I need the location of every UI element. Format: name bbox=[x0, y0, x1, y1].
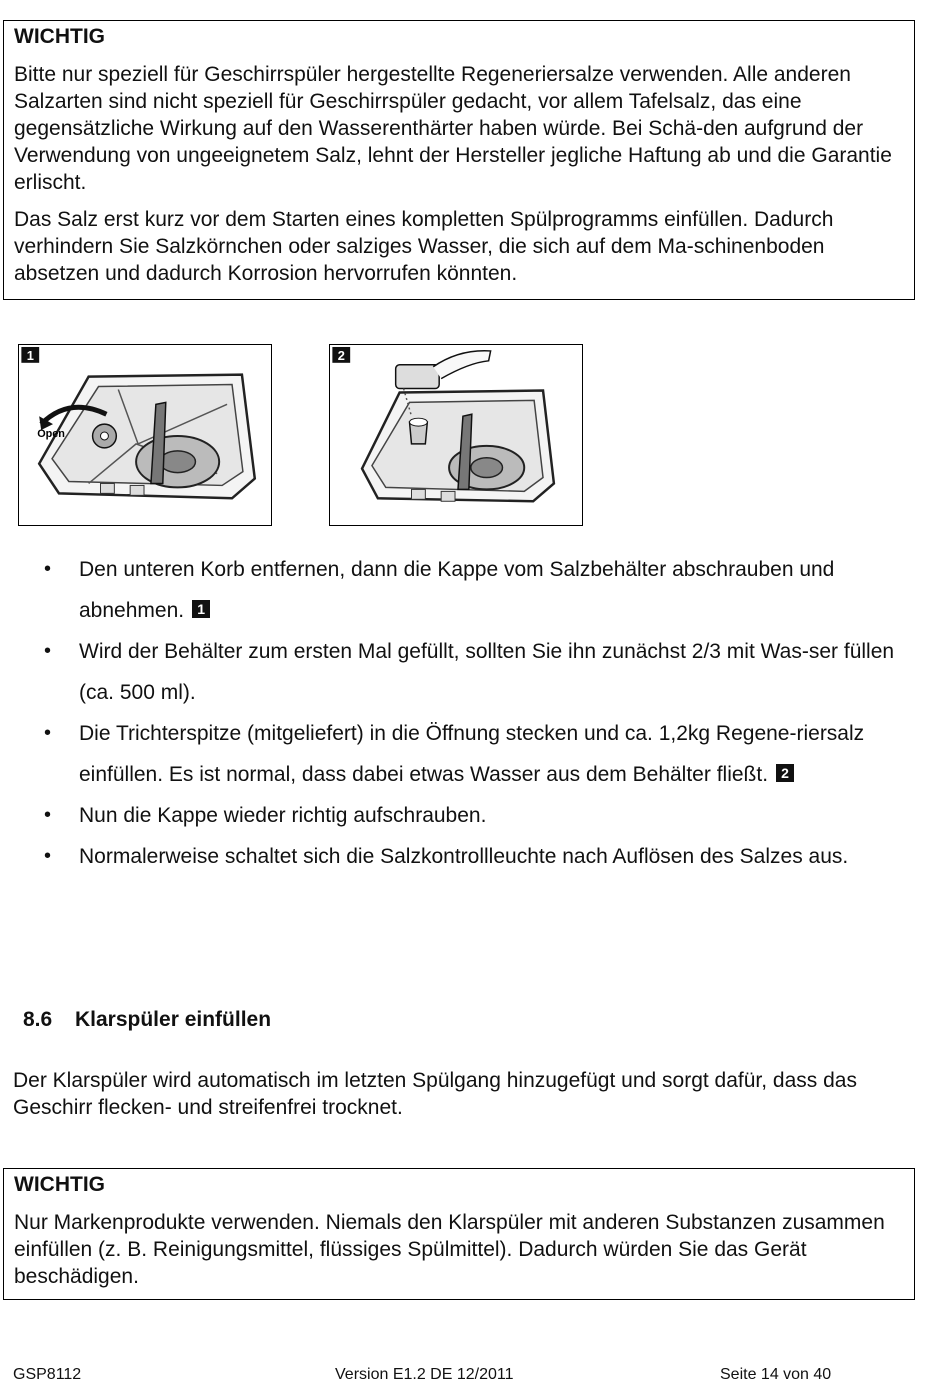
dishwasher-floor-illustration-2 bbox=[330, 345, 582, 525]
warning-paragraph-1: Bitte nur speziell für Geschirrspüler hergestellte Regeneriersalze verwenden. Alle anderen Salzarten sind nicht speziell für Geschirrspüler gedacht, vor allem Tafelsalz, das eine gegensätzliche Wirkung auf den Wasserenthärter haben würde. Bei Schä-den aufgrund der Verwendung von ungeeignetem Salz, lehnt der Hersteller jegliche Haftung ab und die Garantie erlischt. bbox=[14, 63, 892, 194]
footer-model: GSP8112 bbox=[13, 1366, 82, 1383]
section-number: 8.6 bbox=[23, 1008, 53, 1031]
figure-ref-badge: 1 bbox=[192, 600, 210, 618]
section-heading bbox=[23, 1004, 271, 1036]
salt-pack-icon bbox=[396, 365, 440, 389]
figure-ref-badge: 2 bbox=[776, 764, 794, 782]
warning-box-top bbox=[3, 20, 915, 300]
warning-paragraph: Nur Markenprodukte verwenden. Niemals den Klarspüler mit anderen Substanzen zusammen einfüllen (z. B. Reinigungsmittel, flüssiges Spülmittel). Dadurch würden Sie das Gerät beschädigen. bbox=[14, 1211, 885, 1288]
step-text: Wird der Behälter zum ersten Mal gefüllt, sollten Sie ihn zunächst 2/3 mit Was-ser füllen (ca. 500 ml). bbox=[79, 640, 895, 704]
dishwasher-floor-illustration-1 bbox=[19, 345, 271, 525]
step-text: Nun die Kappe wieder richtig aufschrauben. bbox=[79, 804, 487, 827]
warning-title: WICHTIG bbox=[14, 1173, 105, 1196]
instruction-step bbox=[0, 549, 930, 631]
instruction-list bbox=[0, 549, 930, 877]
section-title: Klarspüler einfüllen bbox=[75, 1008, 272, 1031]
instruction-step bbox=[0, 713, 930, 795]
figure-number: 2 bbox=[337, 347, 345, 363]
instruction-step bbox=[0, 795, 930, 836]
warning-paragraph-2: Das Salz erst kurz vor dem Starten eines kompletten Spülprogramms einfüllen. Dadurch verhindern Sie Salzkörnchen oder salziges Wasser, die sich auf dem Ma-schinenboden absetzen und dadurch Korrosion hervorrufen könnten. bbox=[14, 208, 834, 285]
instruction-step bbox=[0, 631, 930, 713]
figure-number: 1 bbox=[26, 347, 34, 363]
figure-2-fill-salt bbox=[329, 344, 583, 526]
footer-page-number: Seite 14 von 40 bbox=[720, 1366, 832, 1383]
open-label: Open bbox=[37, 427, 65, 440]
page-footer bbox=[13, 1366, 913, 1390]
warning-title: WICHTIG bbox=[14, 25, 105, 48]
section-intro: Der Klarspüler wird automatisch im letzten Spülgang hinzugefügt und sorgt dafür, dass das Geschirr flecken- und streifenfrei trocknet. bbox=[13, 1069, 857, 1119]
warning-box-bottom bbox=[3, 1168, 915, 1300]
step-text: Den unteren Korb entfernen, dann die Kappe vom Salzbehälter abschrauben und abnehmen. bbox=[79, 558, 835, 622]
footer-version: Version E1.2 DE 12/2011 bbox=[335, 1366, 514, 1383]
instruction-step bbox=[0, 836, 930, 877]
hand-icon bbox=[433, 351, 490, 379]
figure-1-open-cap bbox=[18, 344, 272, 526]
step-text: Normalerweise schaltet sich die Salzkontrollleuchte nach Auflösen des Salzes aus. bbox=[79, 845, 849, 868]
step-text: Die Trichterspitze (mitgeliefert) in die Öffnung stecken und ca. 1,2kg Regene-riersalz einfüllen. Es ist normal, dass dabei etwas Wasser aus dem Behälter fließt. bbox=[79, 722, 865, 786]
